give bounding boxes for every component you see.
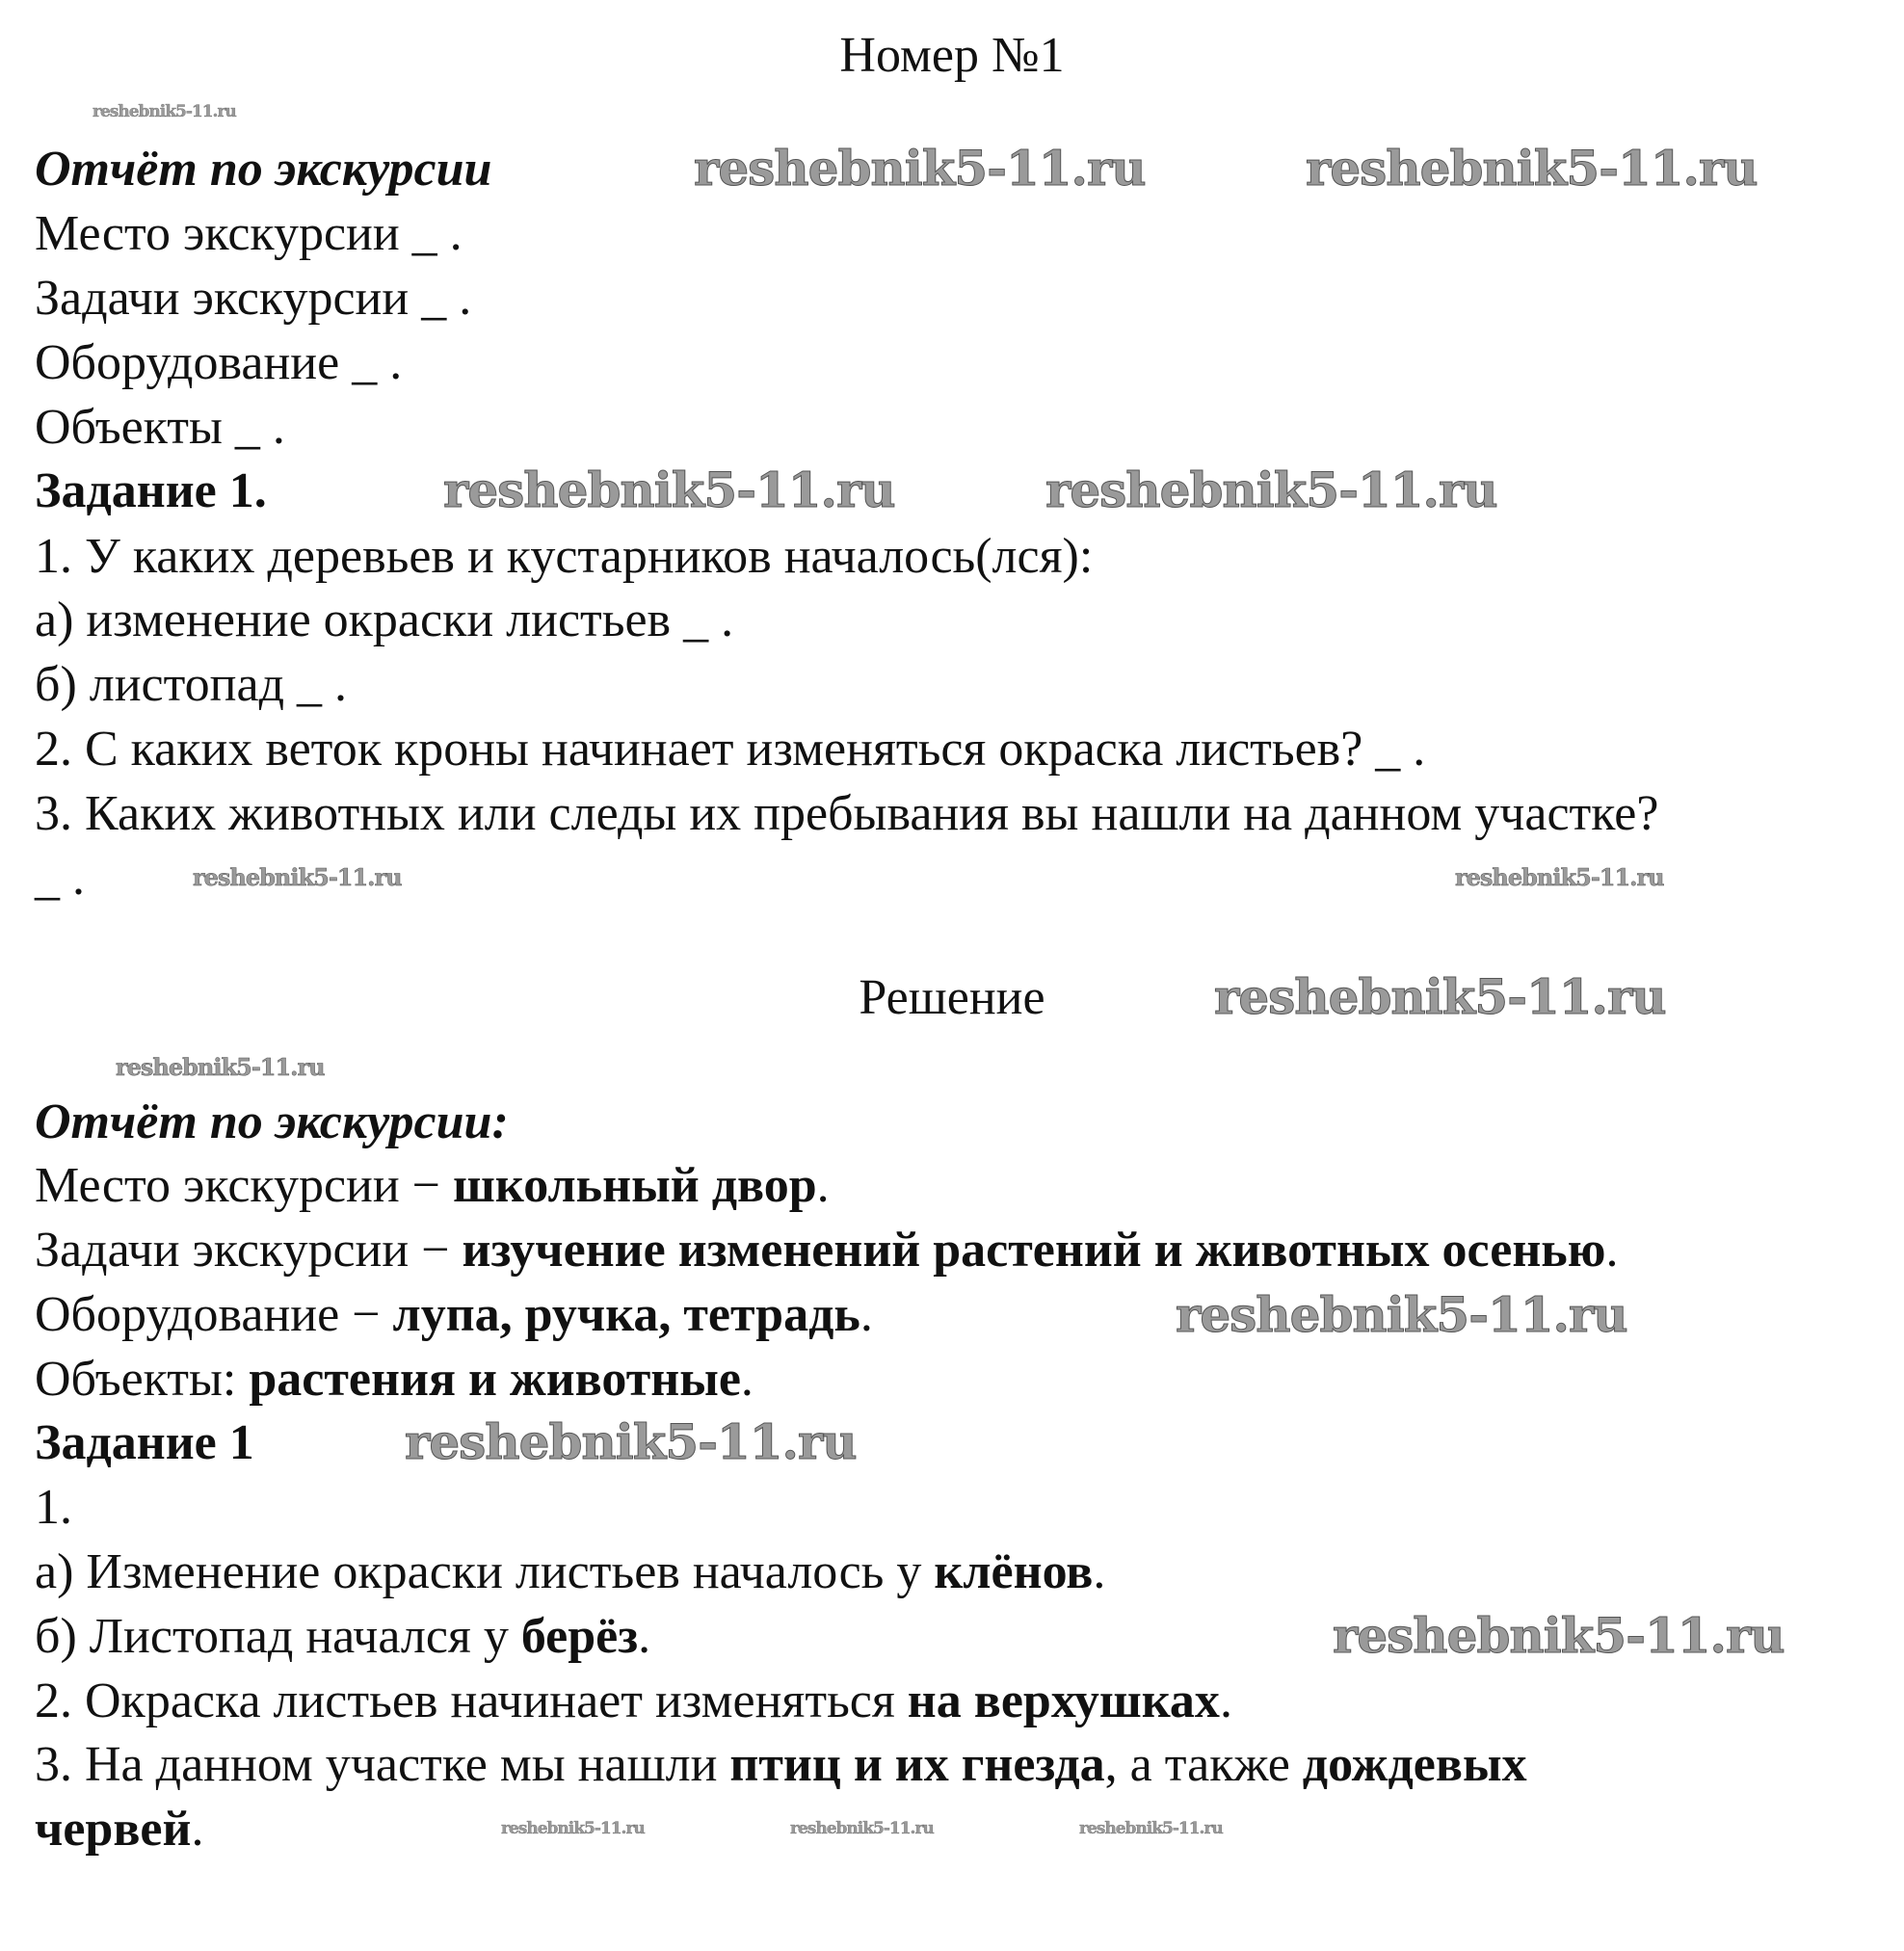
task-line: Место экскурсии _ .	[35, 206, 463, 261]
question-3-blank: _ .	[35, 851, 85, 906]
value: растения и животные	[249, 1352, 741, 1407]
solution-place	[35, 1153, 830, 1218]
punct: .	[638, 1609, 651, 1664]
text: 2. Окраска листьев начинает изменяться	[35, 1674, 908, 1728]
watermark: reshebnik5-11.ru	[1455, 863, 1664, 891]
watermark: reshebnik5-11.ru	[694, 140, 1146, 197]
watermark: reshebnik5-11.ru	[790, 1819, 934, 1838]
solution-equipment	[35, 1282, 873, 1347]
label: Оборудование −	[35, 1287, 393, 1342]
answer-1a	[35, 1540, 1105, 1604]
question-1a: а) изменение окраски листьев _ .	[35, 593, 734, 647]
task-line: Оборудование _ .	[35, 335, 403, 390]
answer-2	[35, 1669, 1232, 1733]
task-assignment: Задание 1.	[35, 463, 267, 518]
answer-1b	[35, 1604, 650, 1669]
value: изучение изменений растений и животных осенью	[462, 1223, 1606, 1278]
question-3: 3. Каких животных или следы их пребывания вы нашли на данном участке?	[35, 786, 1659, 841]
watermark: reshebnik5-11.ru	[1176, 1286, 1627, 1343]
watermark: reshebnik5-11.ru	[116, 1053, 325, 1081]
value: клёнов	[934, 1544, 1094, 1599]
punct: .	[816, 1158, 830, 1213]
punct: .	[191, 1802, 204, 1857]
watermark: reshebnik5-11.ru	[443, 461, 895, 518]
solution-objects	[35, 1347, 754, 1411]
answer-3	[35, 1732, 1527, 1797]
text: а) Изменение окраски листьев началось у	[35, 1544, 935, 1599]
value: червей	[35, 1802, 192, 1857]
watermark: reshebnik5-11.ru	[193, 863, 402, 891]
solution-assignment: Задание 1	[35, 1415, 254, 1470]
task-line: Объекты _ .	[35, 400, 285, 455]
watermark: reshebnik5-11.ru	[405, 1413, 857, 1470]
question-1b: б) листопад _ .	[35, 657, 348, 712]
task-heading: Отчёт по экскурсии	[35, 142, 492, 197]
value: на верхушках	[907, 1674, 1220, 1728]
text: , а также	[1104, 1737, 1303, 1792]
text: 3. На данном участке мы нашли	[35, 1737, 730, 1792]
punct: .	[1219, 1674, 1232, 1728]
solution-title: Решение	[859, 970, 1045, 1025]
solution-heading: Отчёт по экскурсии:	[35, 1094, 509, 1149]
text: б) Листопад начался у	[35, 1609, 521, 1664]
page-title: Номер №1	[839, 28, 1065, 83]
label: Место экскурсии −	[35, 1158, 454, 1213]
watermark: reshebnik5-11.ru	[501, 1819, 645, 1838]
value: дождевых	[1302, 1737, 1527, 1792]
task-line: Задачи экскурсии _ .	[35, 271, 472, 326]
punct: .	[740, 1352, 754, 1407]
value: лупа, ручка, тетрадь	[392, 1287, 860, 1342]
question-1: 1. У каких деревьев и кустарников началось(лся):	[35, 529, 1094, 584]
watermark: reshebnik5-11.ru	[93, 102, 236, 121]
answer-1: 1.	[35, 1480, 72, 1535]
punct: .	[1093, 1544, 1106, 1599]
question-2: 2. С каких веток кроны начинает изменяться окраска листьев? _ .	[35, 722, 1426, 777]
watermark: reshebnik5-11.ru	[1333, 1607, 1785, 1664]
punct: .	[859, 1287, 873, 1342]
watermark: reshebnik5-11.ru	[1079, 1819, 1223, 1838]
solution-goals	[35, 1218, 1619, 1282]
label: Объекты:	[35, 1352, 250, 1407]
value: птиц и их гнезда	[729, 1737, 1105, 1792]
watermark: reshebnik5-11.ru	[1306, 140, 1758, 197]
label: Задачи экскурсии −	[35, 1223, 463, 1278]
punct: .	[1605, 1223, 1619, 1278]
value: школьный двор	[453, 1158, 817, 1213]
watermark: reshebnik5-11.ru	[1214, 968, 1666, 1025]
watermark: reshebnik5-11.ru	[1045, 461, 1497, 518]
answer-3-cont	[35, 1797, 203, 1861]
value: берёз	[520, 1609, 639, 1664]
